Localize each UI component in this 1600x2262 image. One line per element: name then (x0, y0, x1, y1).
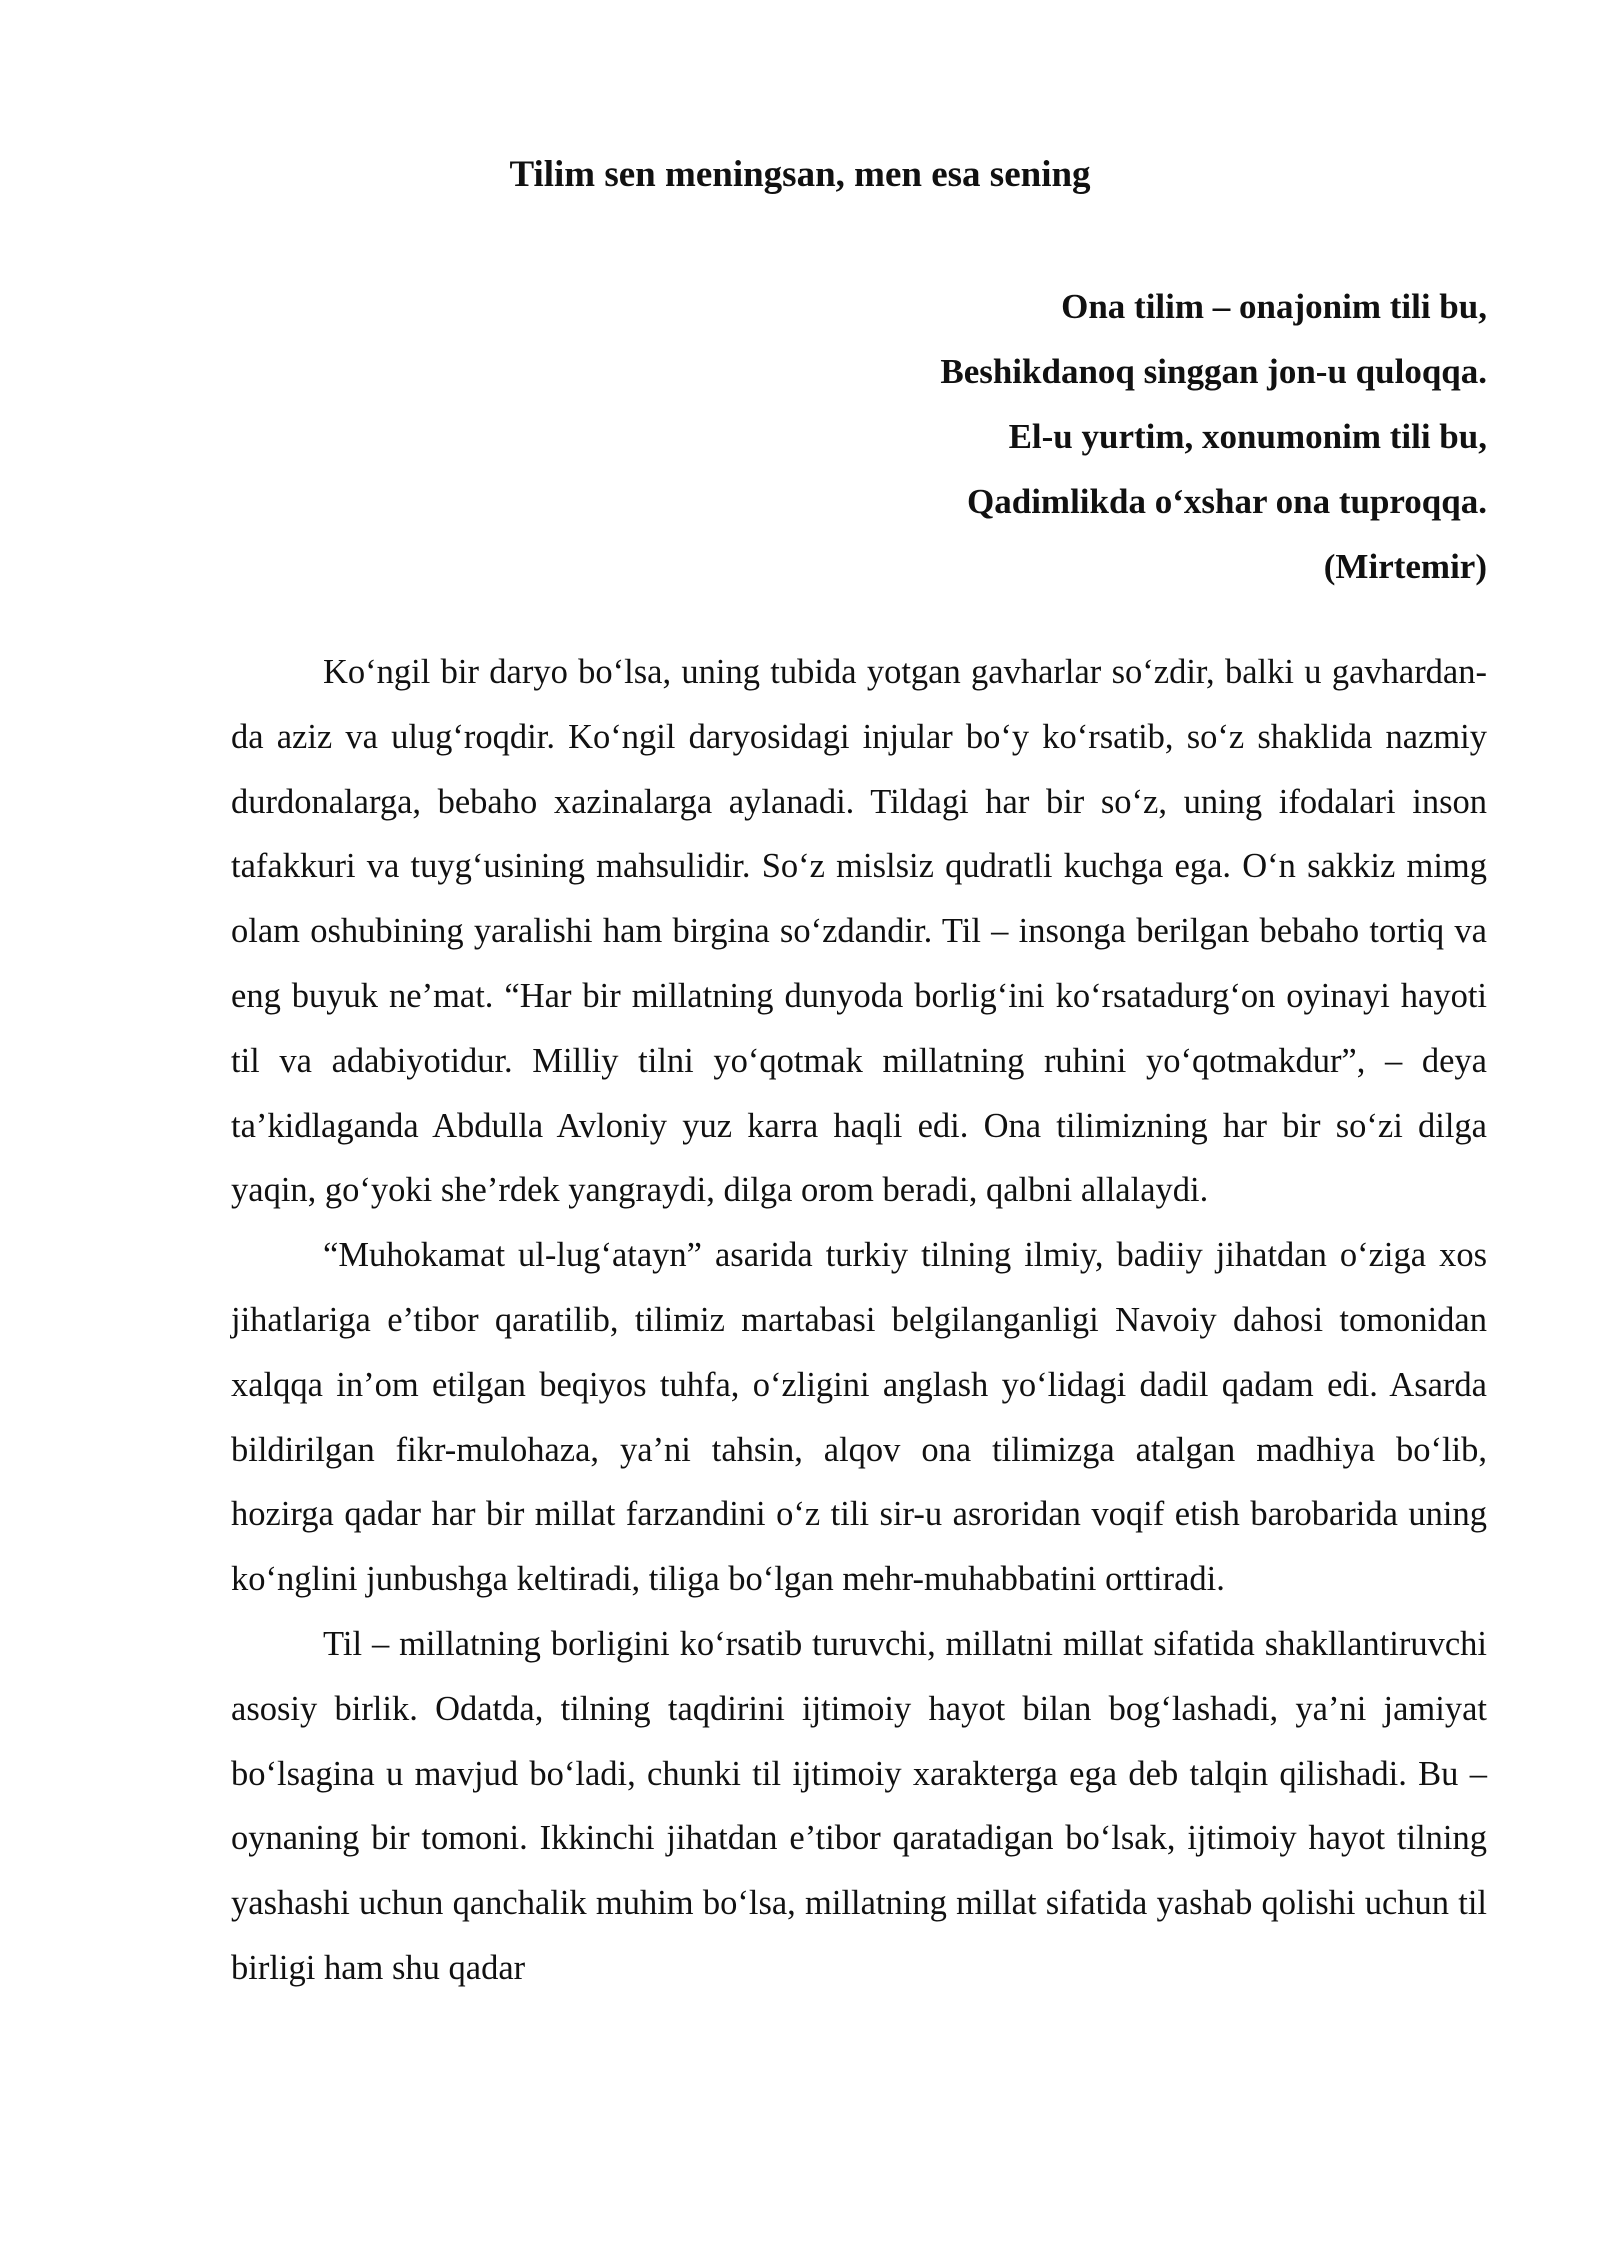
epigraph-line: Qadimlikda o‘xshar ona tuproqqa. (967, 482, 1487, 521)
paragraph: Ko‘ngil bir daryo bo‘lsa, uning tubida yotgan gavharlar so‘zdir, balki u gavhardan-da aziz va ulug‘roqdir. Ko‘ngil daryosidagi injular bo‘y ko‘rsatib, so‘z shaklida nazmiy durdonalarga, bebaho xazinalarga aylanadi. Tildagi har bir so‘z, uning ifodalari inson tafakkuri va tuyg‘usining mahsulidir. So‘z mislsiz qudratli kuchga ega. O‘n sakkiz mimg olam oshubining yaralishi ham birgina so‘zdandir. Til – insonga berilgan bebaho tortiq va eng buyuk ne’mat. “Har bir millatning dunyoda borlig‘ini ko‘rsatadurg‘on oyinayi hayoti til va adabiyotidur. Milliy tilni yo‘qotmak millatning ruhini yo‘qotmakdur”, – deya ta’kidlaganda Abdulla Avloniy yuz karra haqli edi. Ona tilimizning har bir so‘zi dilga yaqin, go‘yoki she’rdek yangraydi, dilga orom beradi, qalbni allalaydi. (231, 653, 1487, 1210)
epigraph (587, 282, 1487, 607)
epigraph-line: El-u yurtim, xonumonim tili bu, (1008, 417, 1487, 456)
body-text (231, 640, 1487, 2001)
page-title: Tilim sen meningsan, men esa sening (509, 154, 1091, 195)
epigraph-line: Beshikdanoq singgan jon-u quloqqa. (940, 352, 1487, 391)
paragraph: Til – millatning borligini ko‘rsatib turuvchi, millatni millat sifatida shakllantiruvchi asosiy birlik. Odatda, tilning taqdirini ijtimoiy hayot bilan bog‘lashadi, ya’ni jamiyat bo‘lsagina u mavjud bo‘ladi, chunki til ijtimoiy xarakterga ega deb talqin qilishadi. Bu – oynaning bir tomoni. Ikkinchi jihatdan e’tibor qaratadigan bo‘lsak, ijtimoiy hayot tilning yashashi uchun qanchalik muhim bo‘lsa, millatning millat sifatida yashab qolishi uchun til birligi ham shu qadar (231, 1624, 1487, 1987)
epigraph-line: Ona tilim – onajonim tili bu, (1061, 287, 1487, 326)
paragraph: “Muhokamat ul-lug‘atayn” asarida turkiy tilning ilmiy, badiiy jihatdan o‘ziga xos jihatlariga e’tibor qaratilib, tilimiz martabasi belgilanganligi Navoiy dahosi tomonidan xalqqa in’om etilgan beqiyos tuhfa, o‘zligini anglash yo‘lidagi dadil qadam edi. Asarda bildirilgan fikr-mulohaza, ya’ni tahsin, alqov ona tilimizga atalgan madhiya bo‘lib, hozirga qadar har bir millat farzandini o‘z tili sir-u asroridan voqif etish barobarida uning ko‘nglini junbushga keltiradi, tiliga bo‘lgan mehr-muhabbatini orttiradi. (231, 1236, 1487, 1599)
epigraph-author: (Mirtemir) (1323, 547, 1487, 586)
